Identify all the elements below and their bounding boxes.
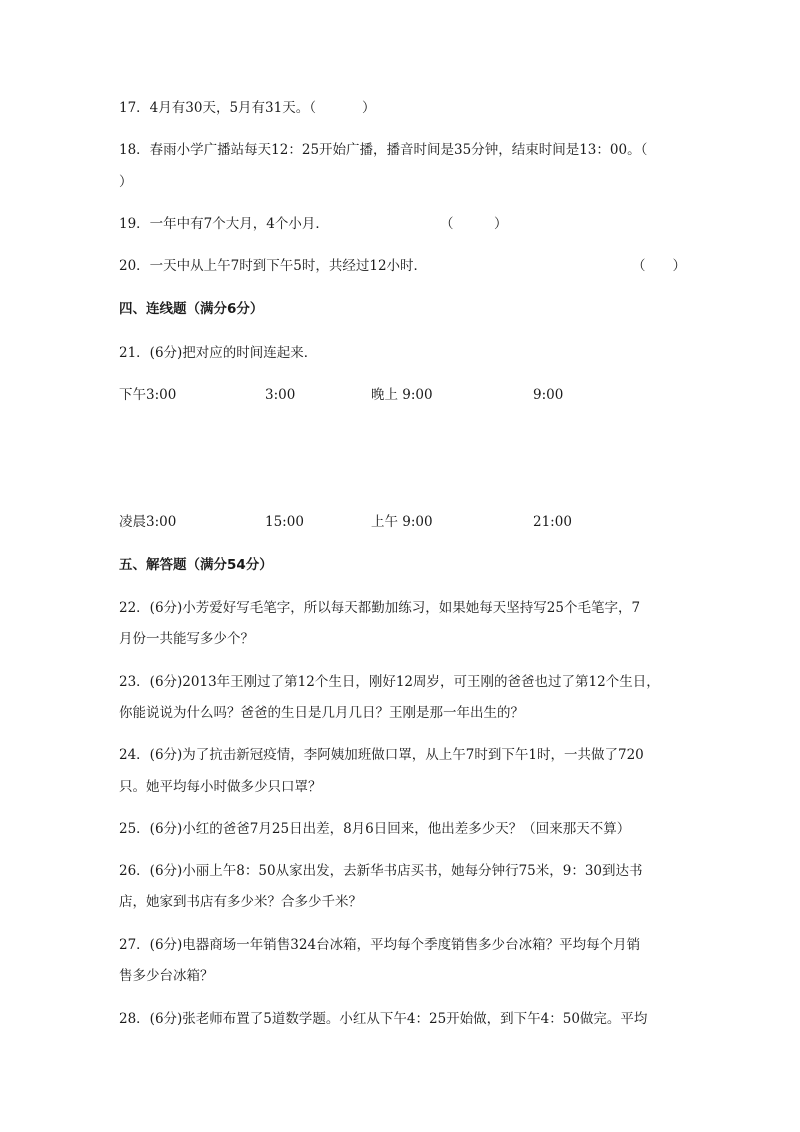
question-26-line2: 店，她家到书店有多少米？合多少千米？ [119, 894, 362, 910]
question-23-line1: 23．(6分)2013年王刚过了第12个生日，刚好12周岁，可王刚的爸爸也过了第12个生日， [119, 674, 660, 690]
question-18-line2: ） [119, 174, 133, 190]
match-top-4: 9:00 [533, 387, 564, 403]
question-21: 21．(6分)把对应的时间连起来． [119, 345, 318, 361]
question-22-line2: 月份一共能写多少个？ [119, 631, 254, 647]
section-4-heading: 四、连线题（满分6分） [119, 301, 264, 317]
question-22-line1: 22．(6分)小芳爱好写毛笔字，所以每天都勤加练习，如果她每天坚持写25个毛笔字，7 [119, 600, 641, 616]
match-bottom-1: 凌晨3:00 [119, 514, 177, 530]
match-bottom-4: 21:00 [533, 514, 572, 530]
question-20-answer-blank: （ ） [632, 258, 686, 274]
question-24-line2: 只。她平均每小时做多少只口罩？ [119, 779, 322, 795]
question-24-line1: 24．(6分)为了抗击新冠疫情，李阿姨加班做口罩，从上午7时到下午1时，一共做了720 [119, 747, 644, 763]
match-top-2: 3:00 [265, 387, 296, 403]
match-top-3: 晚上 9:00 [371, 387, 433, 403]
question-19-answer-blank: （ ） [440, 216, 508, 232]
question-27-line2: 售多少台冰箱？ [119, 968, 214, 984]
question-18-line1: 18．春雨小学广播站每天12：25开始广播，播音时间是35分钟，结束时间是13：00。（ [119, 142, 648, 158]
question-17 [119, 99, 375, 117]
question-17-close: ） [361, 100, 376, 116]
match-bottom-3: 上午 9:00 [371, 514, 433, 530]
question-27-line1: 27．(6分)电器商场一年销售324台冰箱，平均每个季度销售多少台冰箱？平均每个月销 [119, 937, 641, 953]
match-top-1: 下午3:00 [119, 387, 177, 403]
question-20-text: 20．一天中从上午7时到下午5时，共经过12小时． [119, 258, 428, 274]
question-25-line1: 25．(6分)小红的爸爸7月25日出差，8月6日回来，他出差多少天？（回来那天不算） [119, 821, 631, 837]
question-23-line2: 你能说说为什么吗？爸爸的生日是几月几日？王刚是那一年出生的？ [119, 705, 524, 721]
question-26-line1: 26．(6分)小丽上午8：50从家出发，去新华书店买书，她每分钟行75米，9：30到达书 [119, 863, 643, 879]
match-bottom-2: 15:00 [265, 514, 304, 530]
question-28-line1: 28．(6分)张老师布置了5道数学题。小红从下午4：25开始做，到下午4：50做完。平均 [119, 1011, 648, 1027]
section-5-heading: 五、解答题（满分54分） [119, 557, 273, 573]
question-19-text: 19．一年中有7个大月，4个小月． [119, 216, 329, 232]
question-17-text: 17．4月有30天，5月有31天。（ [119, 100, 316, 116]
